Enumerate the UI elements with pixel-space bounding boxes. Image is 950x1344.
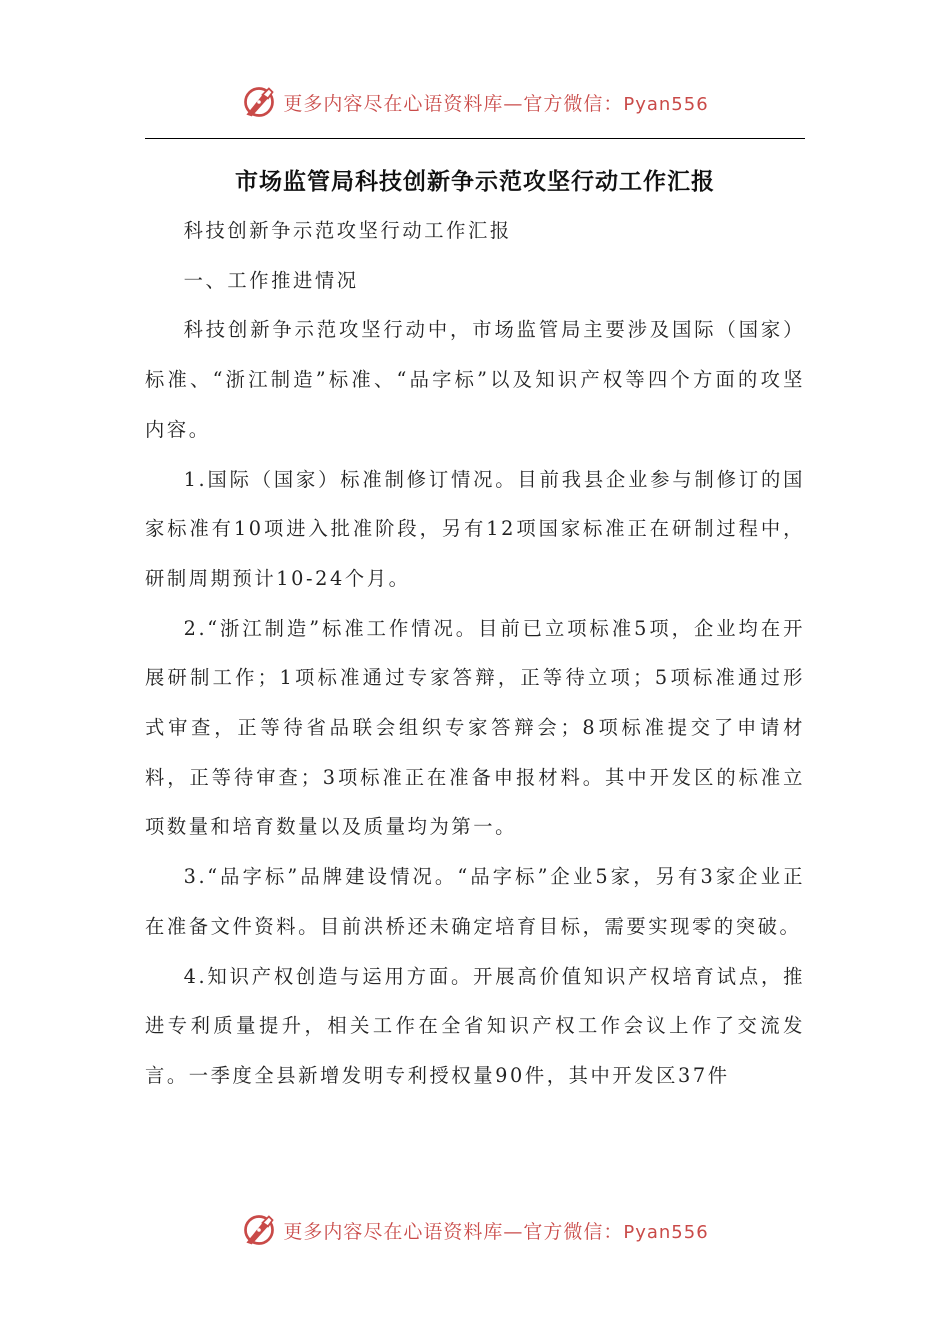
section-heading: 一、工作推进情况 [183, 268, 359, 292]
document-body [145, 206, 805, 1101]
paragraph: 4.知识产权创造与运用方面。开展高价值知识产权培育试点，推进专利质量提升，相关工作在全省知识产权工作会议上作了交流发言。一季度全县新增发明专利授权量90件，其中开发区37件 [145, 964, 805, 1087]
header-banner [0, 80, 950, 124]
document-title: 市场监管局科技创新争示范攻坚行动工作汇报 [235, 169, 715, 195]
paragraph: 1.国际（国家）标准制修订情况。目前我县企业参与制修订的国家标准有10项进入批准阶段，另有12项国家标准正在研制过程中，研制周期预计10-24个月。 [145, 467, 805, 590]
paragraph: 科技创新争示范攻坚行动中，市场监管局主要涉及国际（国家）标准、“浙江制造”标准、“品字标”以及知识产权等四个方面的攻坚内容。 [145, 318, 805, 441]
paragraph: 科技创新争示范攻坚行动工作汇报 [183, 219, 512, 242]
footer-banner [0, 1208, 950, 1252]
banner-text: 更多内容尽在心语资料库—官方微信：Pyan556 [283, 92, 709, 115]
pen-nib-logo-icon [241, 84, 277, 120]
paragraph: 2.“浙江制造”标准工作情况。目前已立项标准5项，企业均在开展研制工作；1项标准通过专家答辩，正等待立项；5项标准通过形式审查，正等待省品联会组织专家答辩会；8项标准提交了申请材料，正等待审查；3项标准正在准备申报材料。其中开发区的标准立项数量和培育数量以及质量均为第一。 [145, 616, 805, 839]
pen-nib-logo-icon [241, 1212, 277, 1248]
header-divider [145, 138, 805, 139]
banner-text: 更多内容尽在心语资料库—官方微信：Pyan556 [283, 1220, 709, 1243]
paragraph: 3.“品字标”品牌建设情况。“品字标”企业5家，另有3家企业正在准备文件资料。目前洪桥还未确定培育目标，需要实现零的突破。 [145, 865, 805, 938]
